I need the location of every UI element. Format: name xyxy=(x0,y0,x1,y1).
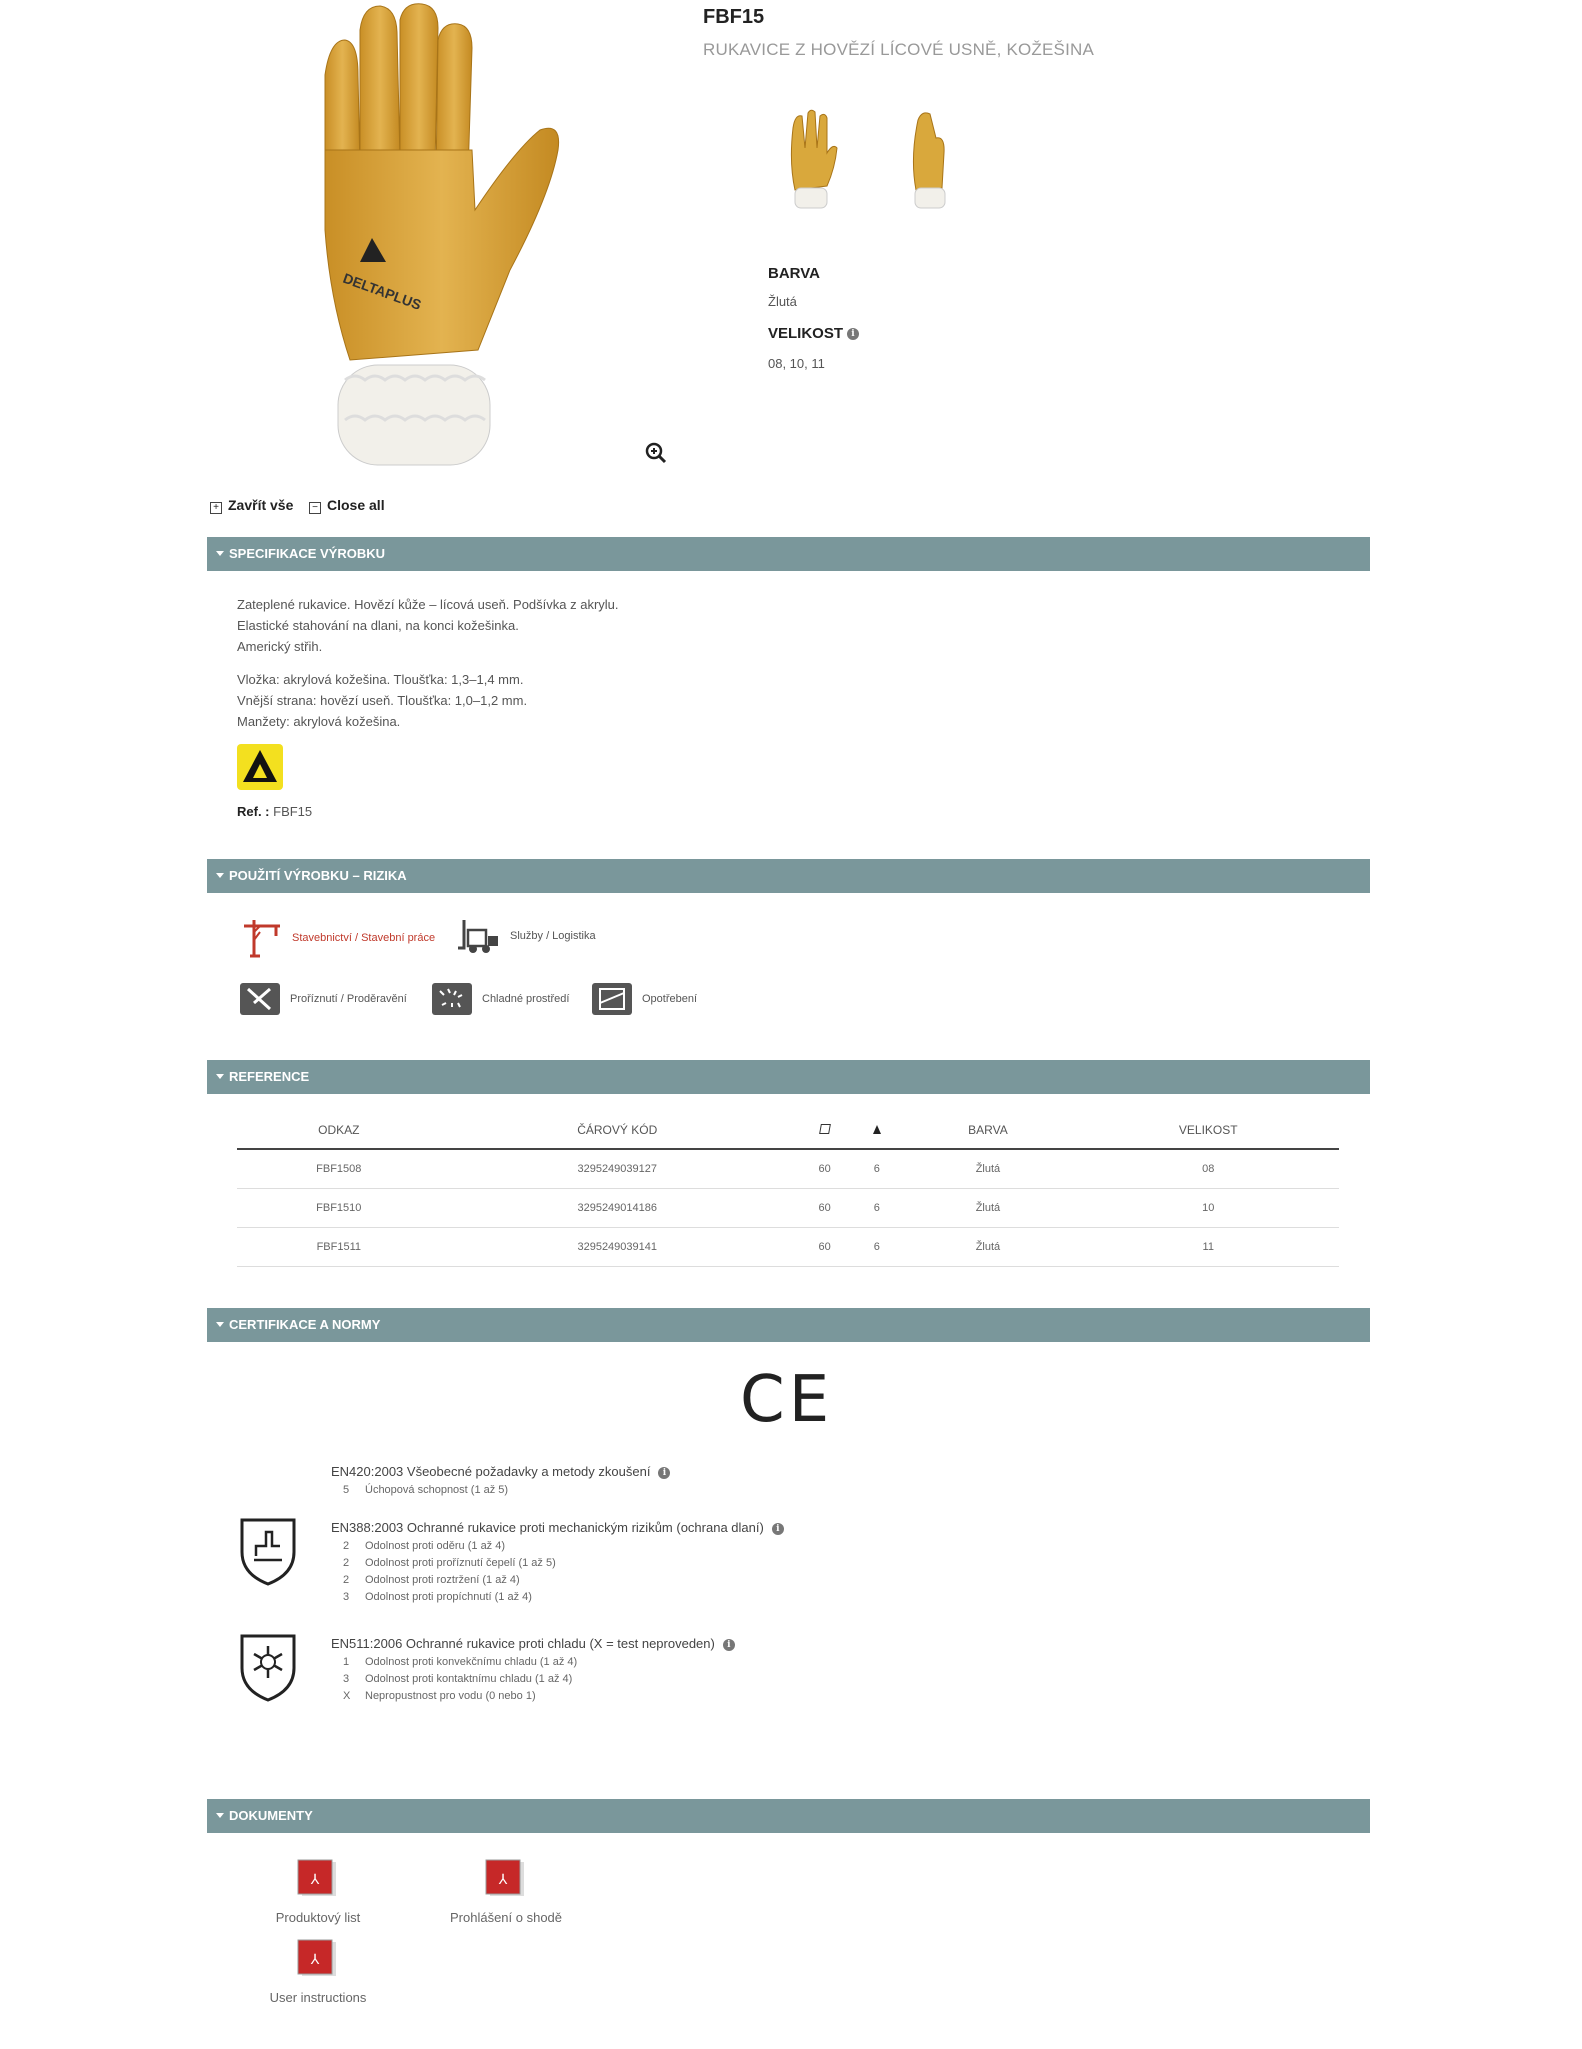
norm-row xyxy=(331,1673,735,1685)
cell: Žlutá xyxy=(898,1189,1077,1228)
norm-desc: Odolnost proti propíchnutí (1 až 4) xyxy=(365,1591,532,1603)
norm-desc: Úchopová schopnost (1 až 5) xyxy=(365,1484,509,1496)
caret-down-icon xyxy=(216,1074,224,1079)
spec-line: Americký střih. xyxy=(237,639,323,654)
color-value: Žlutá xyxy=(768,294,797,309)
norm-title-text: EN511:2006 Ochranné rukavice proti chladu (X = test neproveden) xyxy=(331,1636,715,1651)
ce-mark-text: CE xyxy=(740,1363,834,1437)
abrasion-risk-icon xyxy=(592,983,632,1015)
risk-label: Chladné prostředí xyxy=(482,993,570,1005)
cell: 60 xyxy=(794,1189,855,1228)
info-icon[interactable]: i xyxy=(772,1523,784,1535)
spec-line: Elastické stahování na dlani, na konci kožešinka. xyxy=(237,618,519,633)
doc-product-sheet[interactable] xyxy=(238,1858,398,1925)
table-row xyxy=(237,1189,1339,1228)
cell: 6 xyxy=(855,1228,898,1267)
thumbnail-side[interactable] xyxy=(890,108,970,218)
spec-description xyxy=(237,594,619,732)
norm-row xyxy=(331,1574,784,1586)
section-title-spec: SPECIFIKACE VÝROBKU xyxy=(229,546,386,561)
sector-construction[interactable] xyxy=(240,918,435,958)
norm-score: 1 xyxy=(343,1656,350,1668)
cell: 3295249039141 xyxy=(441,1228,794,1267)
norm-score: 5 xyxy=(343,1484,350,1496)
cell: 11 xyxy=(1078,1228,1340,1267)
en511-snowflake-shield-icon xyxy=(238,1632,298,1707)
col-header: BARVA xyxy=(898,1112,1077,1149)
crane-icon xyxy=(240,918,284,958)
glove-brand-text: DELTAPLUS xyxy=(340,269,424,313)
pack-icon xyxy=(873,1125,881,1134)
product-subtitle: RUKAVICE Z HOVĚZÍ LÍCOVÉ USNĚ, KOŽEŠINA xyxy=(703,40,1095,59)
svg-text:⅄: ⅄ xyxy=(310,1952,320,1968)
norm-desc: Odolnost proti oděru (1 až 4) xyxy=(365,1540,506,1552)
norm-row xyxy=(331,1540,784,1552)
norm-score: X xyxy=(343,1690,351,1702)
norm-desc: Odolnost proti konvekčnímu chladu (1 až 4) xyxy=(365,1656,578,1668)
deltaplus-badge-icon xyxy=(237,744,283,790)
spec-line: Vnější strana: hovězí useň. Tloušťka: 1,0–1,2 mm. xyxy=(237,693,528,708)
risk-label: Proříznutí / Proděravění xyxy=(290,993,407,1005)
section-header-usage[interactable] xyxy=(207,859,1370,893)
norm-desc: Nepropustnost pro vodu (0 nebo 1) xyxy=(365,1690,536,1702)
cell: 3295249014186 xyxy=(441,1189,794,1228)
info-icon[interactable]: i xyxy=(723,1639,735,1651)
norm-row xyxy=(331,1557,784,1569)
norm-en420 xyxy=(331,1464,670,1496)
section-header-spec[interactable] xyxy=(207,537,1370,571)
zoom-icon[interactable] xyxy=(645,442,667,464)
norm-row xyxy=(331,1656,735,1668)
cut-risk-icon xyxy=(240,983,280,1015)
product-main-image[interactable] xyxy=(300,0,580,475)
svg-text:⅄: ⅄ xyxy=(310,1872,320,1888)
norm-score: 3 xyxy=(343,1591,350,1603)
norm-title xyxy=(331,1636,735,1651)
doc-label: User instructions xyxy=(269,1990,367,2005)
risk-cold[interactable] xyxy=(432,983,569,1015)
cell: 08 xyxy=(1078,1149,1340,1189)
norm-desc: Odolnost proti kontaktnímu chladu (1 až 4) xyxy=(365,1673,573,1685)
norm-title-text: EN388:2003 Ochranné rukavice proti mechanickým rizikům (ochrana dlaní) xyxy=(331,1520,764,1535)
thumbnail-front[interactable] xyxy=(775,108,855,218)
cell: FBF1510 xyxy=(237,1189,441,1228)
doc-label: Prohlášení o shodě xyxy=(449,1910,563,1925)
sector-label: Služby / Logistika xyxy=(510,930,596,942)
spec-ref xyxy=(237,801,312,822)
box-icon xyxy=(819,1124,831,1134)
ce-mark xyxy=(740,1363,833,1437)
table-header-row xyxy=(237,1112,1339,1149)
cell: 3295249039127 xyxy=(441,1149,794,1189)
cell: FBF1508 xyxy=(237,1149,441,1189)
norm-score: 2 xyxy=(343,1540,350,1552)
svg-text:⅄: ⅄ xyxy=(498,1872,508,1888)
section-header-cert[interactable] xyxy=(207,1308,1370,1342)
color-label: BARVA xyxy=(768,265,820,282)
section-header-docs[interactable] xyxy=(207,1799,1370,1833)
norm-row xyxy=(331,1591,784,1603)
doc-declaration[interactable] xyxy=(426,1858,586,1925)
cell: 60 xyxy=(794,1149,855,1189)
pdf-icon xyxy=(296,1858,340,1900)
table-row xyxy=(237,1149,1339,1189)
section-title-usage: POUŽITÍ VÝROBKU – RIZIKA xyxy=(229,868,407,883)
col-header: ODKAZ xyxy=(237,1112,441,1149)
caret-down-icon xyxy=(216,551,224,556)
doc-label: Produktový list xyxy=(275,1910,361,1925)
ref-label: Ref. : xyxy=(237,804,270,819)
norm-desc: Odolnost proti roztržení (1 až 4) xyxy=(365,1574,520,1586)
norm-row xyxy=(331,1690,735,1702)
minus-box-icon: − xyxy=(309,502,321,514)
norm-score: 3 xyxy=(343,1673,350,1685)
cell: 6 xyxy=(855,1149,898,1189)
table-row xyxy=(237,1228,1339,1267)
cell: 10 xyxy=(1078,1189,1340,1228)
caret-down-icon xyxy=(216,873,224,878)
reference-table xyxy=(237,1112,1339,1267)
risk-cut[interactable] xyxy=(240,983,407,1015)
col-header: ČÁROVÝ KÓD xyxy=(441,1112,794,1149)
doc-user-instructions[interactable] xyxy=(238,1938,398,2005)
risk-label: Opotřebení xyxy=(642,993,698,1005)
pdf-icon xyxy=(484,1858,528,1900)
section-header-reference[interactable] xyxy=(207,1060,1370,1094)
cell: Žlutá xyxy=(898,1149,1077,1189)
info-icon[interactable]: i xyxy=(658,1467,670,1479)
col-header: VELIKOST xyxy=(1078,1112,1340,1149)
size-value: 08, 10, 11 xyxy=(768,356,825,371)
norm-en388 xyxy=(331,1520,784,1603)
product-code-title: FBF15 xyxy=(703,6,765,28)
spec-line: Vložka: akrylová kožešina. Tloušťka: 1,3–1,4 mm. xyxy=(237,672,524,687)
pdf-icon xyxy=(296,1938,340,1980)
norm-en511 xyxy=(331,1636,735,1702)
norm-score: 2 xyxy=(343,1557,350,1569)
norm-title xyxy=(331,1520,784,1535)
size-label xyxy=(768,325,859,342)
col-header-pack xyxy=(855,1112,898,1149)
forklift-icon xyxy=(458,918,502,954)
plus-box-icon: + xyxy=(210,502,222,514)
norm-row xyxy=(331,1484,670,1496)
cell: 6 xyxy=(855,1189,898,1228)
spec-line: Manžety: akrylová kožešina. xyxy=(237,714,401,729)
expand-all-label: Zavřít vše xyxy=(228,497,294,513)
en388-shield-icon xyxy=(238,1516,298,1591)
cell: FBF1511 xyxy=(237,1228,441,1267)
spec-line: Zateplené rukavice. Hovězí kůže – lícová useň. Podšívka z akrylu. xyxy=(237,597,619,612)
info-icon[interactable]: i xyxy=(847,328,859,340)
cell: 60 xyxy=(794,1228,855,1267)
norm-desc: Odolnost proti proříznutí čepelí (1 až 5) xyxy=(365,1557,556,1569)
caret-down-icon xyxy=(216,1813,224,1818)
norm-score: 2 xyxy=(343,1574,350,1586)
norm-title-text: EN420:2003 Všeobecné požadavky a metody zkoušení xyxy=(331,1464,651,1479)
sector-logistics[interactable] xyxy=(458,918,596,954)
expand-all-toggle[interactable] xyxy=(210,497,293,514)
sector-label: Stavebnictví / Stavební práce xyxy=(292,932,436,944)
norm-title xyxy=(331,1464,670,1479)
risk-wear[interactable] xyxy=(592,983,697,1015)
col-header-box xyxy=(794,1112,855,1149)
section-title-reference: REFERENCE xyxy=(229,1069,310,1084)
section-title-docs: DOKUMENTY xyxy=(229,1808,313,1823)
snowflake-risk-icon xyxy=(432,983,472,1015)
close-all-label: Close all xyxy=(327,497,385,513)
size-label-text: VELIKOST xyxy=(768,325,844,342)
caret-down-icon xyxy=(216,1322,224,1327)
ref-value: FBF15 xyxy=(273,804,313,819)
cell: Žlutá xyxy=(898,1228,1077,1267)
close-all-toggle[interactable] xyxy=(309,497,385,514)
section-title-cert: CERTIFIKACE A NORMY xyxy=(229,1317,381,1332)
